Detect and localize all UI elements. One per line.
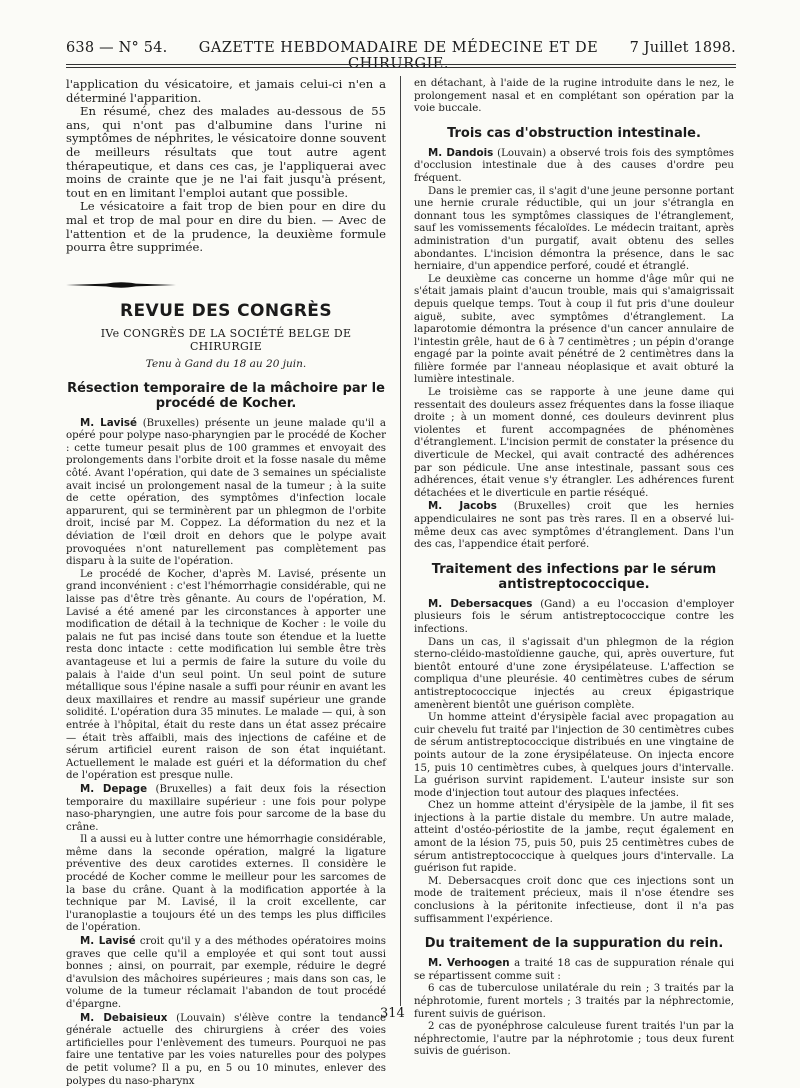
- section-heading: Du traitement de la suppuration du rein.: [424, 936, 724, 952]
- paragraph: l'application du vésicatoire, et jamais celui-ci n'en a déterminé l'apparition.: [66, 77, 386, 105]
- right-column: [414, 78, 734, 1059]
- paragraph: Un homme atteint d'érysipèle facial avec propagation au cuir chevelu fut traité par l'injection de 30 centimètres cubes de sérum antistreptococcique distribués en une vingtaine de points autour de la zone érysipélateuse. On injecta encore 15, puis 10 centimètres cubes, à quelques jours d'intervalle. La guérison survint rapidement. L'auteur insiste sur son mode d'injection tout autour des plaques infectées.: [414, 712, 734, 799]
- paragraph: Le troisième cas se rapporte à une jeune dame qui ressentait des douleurs assez fréquentes dans la fosse iliaque droite ; à un moment donné, ces douleurs devinrent plus violentes et furent accompagnées de phénomènes d'étranglement. L'incision permit de constater la présence du diverticule de Meckel, qui avait contracté des adhérences par son pédicule. Une anse intestinale, passant sous ces adhérences, était venue s'y étrangler. Les adhérences furent détachées et le diverticule en partie réséqué.: [414, 387, 734, 499]
- section-ornament: [66, 281, 176, 289]
- section-heading: Trois cas d'obstruction intestinale.: [447, 125, 701, 141]
- journal-title: GAZETTE HEBDOMADAIRE DE MÉDECINE ET DE CHIRURGIE.: [198, 40, 599, 72]
- paragraph: 2 cas de pyonéphrose calculeuse furent traités l'un par la néphrectomie, l'autre par la néphrotomie ; tous deux furent suivis de guérison.: [414, 1021, 734, 1058]
- paragraph: M. Debaisieux (Louvain) s'élève contre la tendance générale actuelle des chirurgiens à créer des voies artificielles pour l'enlèvement des tumeurs. Pourquoi ne pas faire une tentative par les voies naturelles pour des polypes de petit volume? Il a pu, en 5 ou 10 minutes, enlever des polypes du naso-pharynx: [66, 1011, 386, 1087]
- footer-page-number: 314: [380, 1006, 405, 1021]
- left-column: [66, 78, 386, 1088]
- paragraph: Dans le premier cas, il s'agit d'une jeune personne portant une hernie crurale réductible, qui un jour s'étrangla en donnant tous les symptômes classiques de l'étranglement, sauf les vomissements fécaloïdes. Le médecin traitant, après administration d'un purgatif, avait obtenu des selles abondantes. L'incision démontra la présence, dans le sac herniaire, d'un appendice perforé, coudé et étranglé.: [414, 185, 734, 273]
- header-rule-top: [66, 64, 736, 65]
- congress-title: IVe CONGRÈS DE LA SOCIÉTÉ BELGE DE CHIRURGIE: [100, 326, 352, 353]
- paragraph: Le vésicatoire a fait trop de bien pour en dire du mal et trop de mal pour en dire du bien. — Avec de l'attention et de la prudence, la deuxième formule pourra être supprimée.: [66, 199, 386, 255]
- page-number: 638 — N° 54.: [66, 40, 168, 56]
- paragraph: M. Debersacques (Gand) a eu l'occasion d'employer plusieurs fois le sérum antistreptococcique contre les infections.: [414, 597, 734, 635]
- paragraph: en détachant, à l'aide de la rugine introduite dans le nez, le prolongement nasal et en complétant son opération par la voie buccale.: [414, 78, 734, 115]
- paragraph: Le deuxième cas concerne un homme d'âge mûr qui ne s'était jamais plaint d'aucun trouble, mais qui s'amaigrissait depuis quelque temps. Tout à coup il fut pris d'une douleur aiguë, subite, avec symptômes d'étranglement. La laparotomie démontra la présence d'un cancer annulaire de l'intestin grêle, haut de 6 à 7 centimètres ; un pépin d'orange engagé par la pointe avait pénétré de 2 centimètres dans la filière formée par l'anneau néoplasique et avait obturé la lumière intestinale.: [414, 273, 734, 386]
- issue-date: 7 Juillet 1898.: [629, 40, 736, 56]
- paragraph: M. Jacobs (Bruxelles) croit que les hernies appendiculaires ne sont pas très rares. Il en a observé lui-même deux cas avec symptômes d'étranglement. Dans l'un des cas, l'appendice était perforé.: [414, 500, 734, 551]
- paragraph: M. Lavisé croit qu'il y a des méthodes opératoires moins graves que celle qu'il a employée et qui sont tout aussi bonnes ; ainsi, on pourrait, par exemple, réduire le degré d'avulsion des mâchoires supérieures ; mais dans son cas, le volume de la tumeur réclamait l'abandon de tout procédé d'épargne.: [66, 935, 387, 1010]
- congress-dates: Tenu à Gand du 18 au 20 juin.: [145, 358, 307, 371]
- paragraph: Dans un cas, il s'agissait d'un phlegmon de la région sterno-cléido-mastoïdienne gauche, qui, après ouverture, fut bientôt entouré d'une zone érysipélateuse. L'affection se compliqua d'une pleurésie. 40 centimètres cubes de sérum antistreptococcique injectés au creux épigastrique amenèrent bientôt une guérison complète.: [414, 636, 734, 711]
- paragraph: Le procédé de Kocher, d'après M. Lavisé, présente un grand inconvénient : c'est l'hémorrhagie considérable, qui ne laisse pas d'être très gênante. Au cours de l'opération, M. Lavisé a été amené par les circonstances à apporter une modification de détail à la technique de Kocher : le voile du palais ne fut pas incisé dans toute son étendue et la luette resta donc intacte : cette modification lui semble être très avantageuse et lui a permis de faire la suture du voile du palais à l'aide d'un seul point. Un seul point de suture métallique sous l'épine nasale a suffi pour réunir en avant les deux maxillaires et rendre au massif supérieur une grande solidité. L'opération dura 35 minutes. Le malade — qui, à son entrée à l'hôpital, était du reste dans un état assez précaire — était très affaibli, mais des injections de caféine et de sérum artificiel eurent raison de son état inquiétant. Actuellement le malade est guéri et la déformation du chef de l'opération est presque nulle.: [66, 568, 386, 782]
- paragraph: M. Debersacques croit donc que ces injections sont un mode de traitement précieux, mais il n'ose étendre ses conclusions à la péritonite infectieuse, dont il n'a pas suffisamment l'expérience.: [414, 875, 734, 925]
- section-heading: Traitement des infections par le sérum antistreptococcique.: [431, 561, 717, 592]
- paragraph: Chez un homme atteint d'érysipèle de la jambe, il fit ses injections à la partie distale du membre. Un autre malade, atteint d'ostéo-périostite de la jambe, reçut également en amont de la lésion 75, puis 50, puis 25 centimètres cubes de sérum antistreptococcique à quelques jours d'intervalle. La guérison fut rapide.: [414, 800, 734, 875]
- paragraph: M. Dandois (Louvain) a observé trois fois des symptômes d'occlusion intestinale due à des causes d'ordre peu fréquent.: [414, 146, 734, 184]
- paragraph: En résumé, chez des malades au-dessous de 55 ans, qui n'ont pas d'albumine dans l'urine ni symptômes de néphrites, le vésicatoire donne souvent de meilleurs résultats que tout autre agent thérapeutique, et dans ces cas, je l'appliquerai avec moins de crainte que je ne l'ai fait jusqu'à présent, tout en en limitant l'emploi autant que possible.: [66, 104, 386, 200]
- paragraph: 6 cas de tuberculose unilatérale du rein ; 3 traités par la néphrotomie, furent mortels ; 3 traités par la néphrectomie, furent suivis de guérison.: [414, 983, 734, 1020]
- column-divider: [400, 76, 401, 1006]
- paragraph: M. Depage (Bruxelles) a fait deux fois la résection temporaire du maxillaire supérieur : une fois pour polype naso-pharyngien, une autre fois pour sarcome de la base du crâne.: [66, 782, 387, 833]
- section-heading: Résection temporaire de la mâchoire par le procédé de Kocher.: [67, 380, 385, 411]
- paragraph: M. Lavisé (Bruxelles) présente un jeune malade qu'il a opéré pour polype naso-pharyngien par le procédé de Kocher : cette tumeur pesait plus de 100 grammes et envoyait des prolongements dans l'orbite droit et la fosse nasale du même côté. Avant l'opération, qui date de 3 semaines un spécialiste avait incisé un prolongement nasal de la tumeur ; à la suite de cette opération, des symptômes d'infection locale apparurent, qui se terminèrent par un phlegmon de l'orbite droit, incisé par M. Coppez. La déformation du nez et la déviation de l'œil droit en dehors que le polype avait provoquées n'ont naturellement pas complètement pas disparu à la suite de l'opération.: [66, 416, 386, 568]
- paragraph: Il a aussi eu à lutter contre une hémorrhagie considérable, même dans la seconde opération, malgré la ligature préventive des deux carotides externes. Il considère le procédé de Kocher comme le meilleur pour les sarcomes de la base du crâne. Quant à la modification apportée à la technique par M. Lavisé, il la croit excellente, car l'uranoplastie a toujours été un des temps les plus difficiles de l'opération.: [66, 834, 386, 934]
- paragraph: M. Verhoogen a traité 18 cas de suppuration rénale qui se répartissent comme suit :: [414, 957, 735, 982]
- revue-title: REVUE DES CONGRÈS: [120, 301, 332, 322]
- header-rule-bottom: [66, 67, 736, 68]
